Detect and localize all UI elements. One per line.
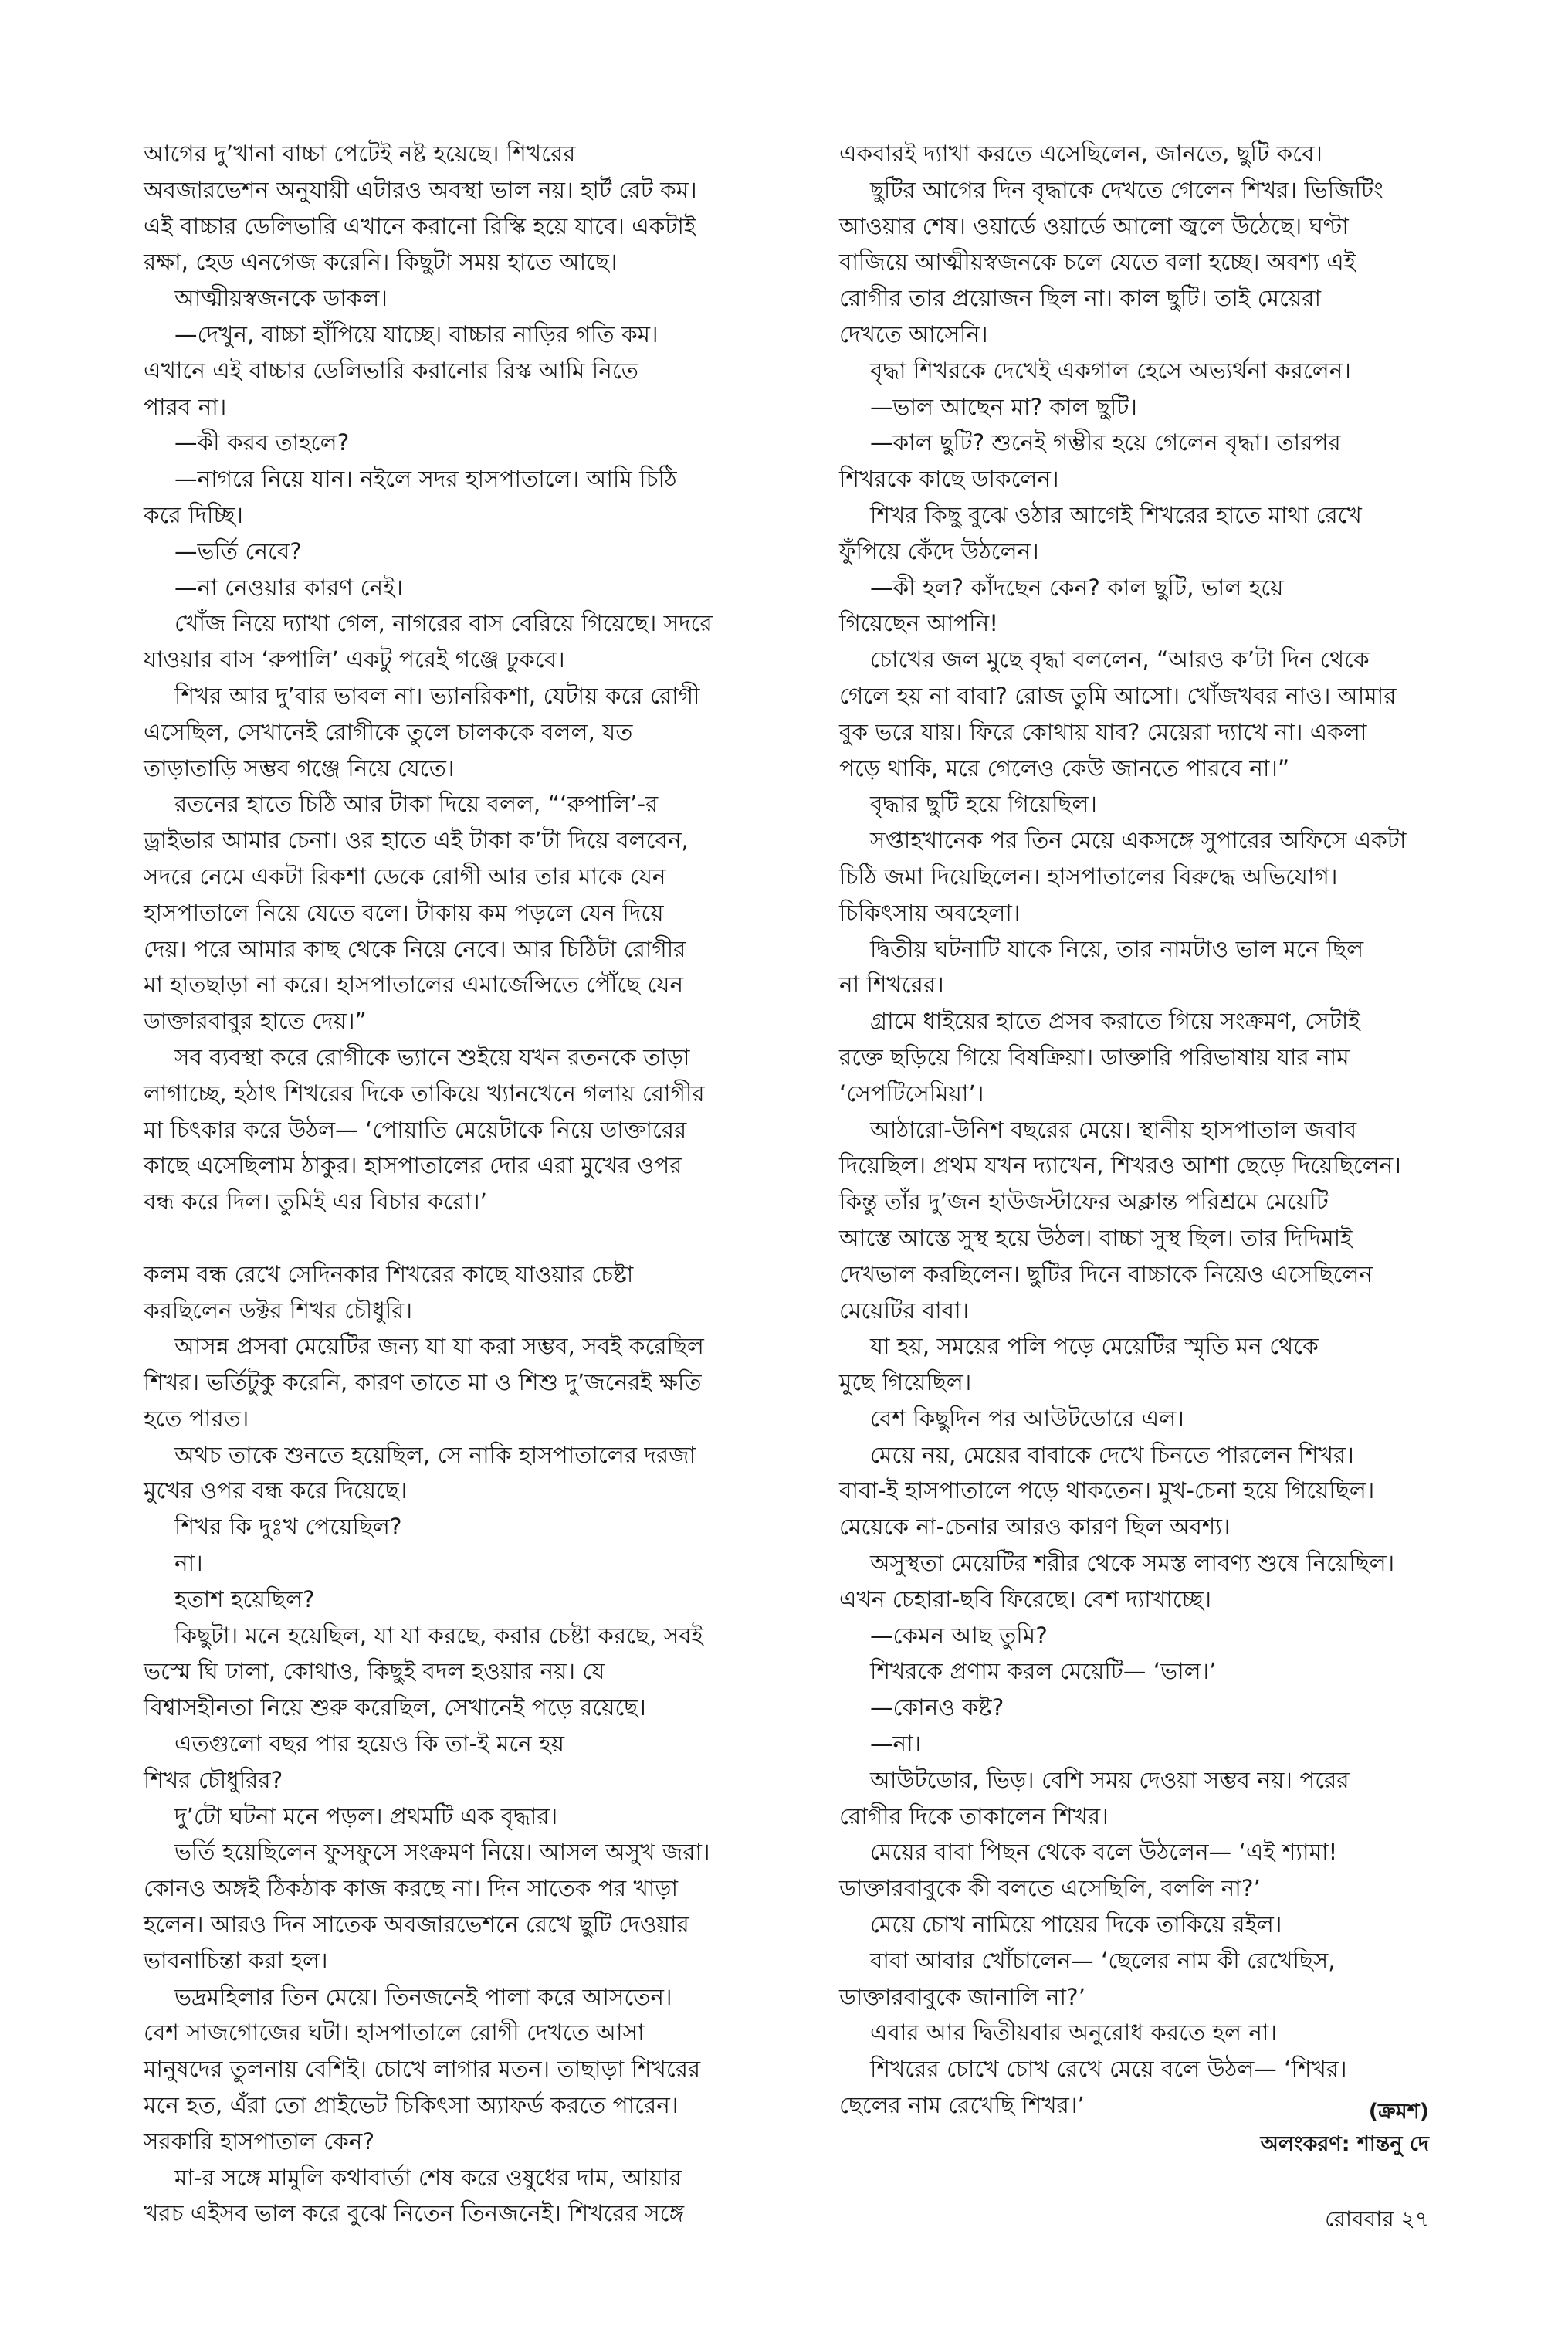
text-line: ডাক্তারবাবুকে কী বলতে এসেছিলি, বললি না?’ xyxy=(839,1875,1261,1902)
text-line: কোনও অঙ্গই ঠিকঠাক কাজ করছে না। দিন সাতেক পর খাড়া xyxy=(144,1875,679,1902)
text-line: শিখরকে প্রণাম করল মেয়েটি— ‘ভাল।’ xyxy=(870,1658,1217,1685)
text-line: —না। xyxy=(870,1731,922,1758)
text-line: এসেছিল, সেখানেই রোগীকে তুলে চালককে বলল, যত xyxy=(144,718,633,745)
text-line: যাওয়ার বাস ‘রুপালি’ একটু পরেই গঞ্জে ঢুকবে। xyxy=(144,646,565,673)
text-line: অবজারভেশন অনুযায়ী এটারও অবস্থা ভাল নয়। হার্ট রেট কম। xyxy=(144,176,697,203)
text-line: কাছে এসেছিলাম ঠাকুর। হাসপাতালের দোর এরা মুখের ওপর xyxy=(144,1152,682,1179)
text-line: একবারই দ্যাখা করতে এসেছিলেন, জানতে, ছুটি কবে। xyxy=(839,141,1322,167)
text-line: ডাক্তারবাবুর হাতে দেয়।” xyxy=(144,1008,367,1035)
text-line: যা হয়, সময়ের পলি পড়ে মেয়েটির স্মৃতি মন থেকে xyxy=(870,1333,1319,1360)
text-line: তাড়াতাড়ি সম্ভব গঞ্জে নিয়ে যেতে। xyxy=(144,754,455,782)
text-line: মানুষদের তুলনায় বেশিই। চোখে লাগার মতন। তাছাড়া শিখরের xyxy=(144,2056,701,2083)
text-line: বেশ কিছুদিন পর আউটডোরে এল। xyxy=(870,1405,1184,1432)
text-line: হতে পারত। xyxy=(144,1405,249,1432)
illustration-credit: অলংকরণ: শান্তনু দে xyxy=(1260,2132,1429,2156)
text-line: গেলে হয় না বাবা? রোজ তুমি আসো। খোঁজখবর নাও। আমার xyxy=(839,682,1397,709)
text-line: —দেখুন, বাচ্চা হাঁপিয়ে যাচ্ছে। বাচ্চার নাড়ির গতি কম। xyxy=(174,320,659,348)
text-line: দেয়। পরে আমার কাছ থেকে নিয়ে নেবে। আর চিঠিটা রোগীর xyxy=(144,935,686,962)
text-line: আওয়ার শেষ। ওয়ার্ডে ওয়ার্ডে আলো জ্বলে উঠেছে। ঘণ্টা xyxy=(839,212,1349,239)
text-line: —ভাল আছেন মা? কাল ছুটি। xyxy=(870,393,1137,420)
text-line: —কেমন আছ তুমি? xyxy=(870,1622,1048,1649)
left-text-column xyxy=(144,136,792,2232)
text-line: না শিখরের। xyxy=(839,971,944,999)
text-line: বাবা আবার খোঁচালেন— ‘ছেলের নাম কী রেখেছিস, xyxy=(870,1947,1336,1974)
text-line: আস্তে আস্তে সুস্থ হয়ে উঠল। বাচ্চা সুস্থ ছিল। তার দিদিমাই xyxy=(839,1224,1353,1251)
page-folio: রোববার ২৭ xyxy=(1325,2206,1429,2232)
text-line: করছিলেন ডক্টর শিখর চৌধুরি। xyxy=(144,1297,413,1324)
text-line: রোগীর তার প্রয়োজন ছিল না। কাল ছুটি। তাই মেয়েরা xyxy=(839,285,1322,312)
text-line: রক্তে ছড়িয়ে গিয়ে বিষক্রিয়া। ডাক্তারি পরিভাষায় যার নাম xyxy=(839,1043,1350,1070)
text-line: এই বাচ্চার ডেলিভারি এখানে করানো রিস্কি হয়ে যাবে। একটাই xyxy=(144,212,696,239)
text-line: কলম বন্ধ রেখে সেদিনকার শিখরের কাছে যাওয়ার চেষ্টা xyxy=(144,1260,634,1287)
text-line: সরকারি হাসপাতাল কেন? xyxy=(144,2128,374,2155)
text-line: ছুটির আগের দিন বৃদ্ধাকে দেখতে গেলেন শিখর। ভিজিটিং xyxy=(870,176,1383,203)
text-line: —কাল ছুটি? শুনেই গম্ভীর হয়ে গেলেন বৃদ্ধা। তারপর xyxy=(870,429,1341,456)
text-line: না। xyxy=(174,1550,203,1577)
text-line: —নাগরে নিয়ে যান। নইলে সদর হাসপাতালে। আমি চিঠি xyxy=(174,466,677,493)
text-line: সব ব্যবস্থা করে রোগীকে ভ্যানে শুইয়ে যখন রতনকে তাড়া xyxy=(174,1043,690,1070)
text-line: আগের দু’খানা বাচ্চা পেটেই নষ্ট হয়েছে। শিখরের xyxy=(144,141,576,167)
text-line: বাজিয়ে আত্মীয়স্বজনকে চলে যেতে বলা হচ্ছে। অবশ্য এই xyxy=(839,249,1356,276)
text-line: আসন্ন প্রসবা মেয়েটির জন্য যা যা করা সম্ভব, সবই করেছিল xyxy=(174,1333,704,1360)
text-line: —কোনও কষ্ট? xyxy=(870,1694,1004,1721)
text-line: বৃদ্ধার ছুটি হয়ে গিয়েছিল। xyxy=(870,791,1097,818)
text-line: মনে হত, এঁরা তো প্রাইভেট চিকিৎসা অ্যাফর্ড করতে পারেন। xyxy=(144,2092,679,2119)
text-line: চিকিৎসায় অবহেলা। xyxy=(839,899,1021,926)
text-line: হতাশ হয়েছিল? xyxy=(174,1585,315,1612)
text-line: দ্বিতীয় ঘটনাটি যাকে নিয়ে, তার নামটাও ভাল মনে ছিল xyxy=(870,935,1364,962)
text-line: শিখরের চোখে চোখ রেখে মেয়ে বলে উঠল— ‘শিখর। xyxy=(870,2056,1347,2083)
text-line: এখন চেহারা-ছবি ফিরেছে। বেশ দ্যাখাচ্ছে। xyxy=(839,1585,1212,1612)
text-line: ডাক্তারবাবুকে জানালি না?’ xyxy=(839,1983,1086,2010)
text-line: ভস্মে ঘি ঢালা, কোথাও, কিছুই বদল হওয়ার নয়। যে xyxy=(144,1658,605,1685)
text-line: কিন্তু তাঁর দু’জন হাউজস্টাফের অক্লান্ত পরিশ্রমে মেয়েটি xyxy=(839,1188,1329,1216)
text-line: মেয়েটির বাবা। xyxy=(839,1297,970,1324)
text-line: মেয়ের বাবা পিছন থেকে বলে উঠলেন— ‘এই শ্যামা! xyxy=(870,1839,1338,1866)
text-line: চোখের জল মুছে বৃদ্ধা বললেন, “আরও ক’টা দিন থেকে xyxy=(870,646,1370,673)
text-line: গ্রামে ধাইয়ের হাতে প্রসব করাতে গিয়ে সংক্রমণ, সেটাই xyxy=(870,1008,1360,1035)
text-line: খরচ এইসব ভাল করে বুঝে নিতেন তিনজনেই। শিখরের সঙ্গে xyxy=(144,2200,685,2227)
text-line: ভদ্রমহিলার তিন মেয়ে। তিনজনেই পালা করে আসতেন। xyxy=(174,1983,672,2010)
text-line: মেয়ে নয়, মেয়ের বাবাকে দেখে চিনতে পারলেন শিখর। xyxy=(870,1441,1354,1468)
text-line: এবার আর দ্বিতীয়বার অনুরোধ করতে হল না। xyxy=(870,2019,1278,2046)
text-line: চিঠি জমা দিয়েছিলেন। হাসপাতালের বিরুদ্ধে অভিযোগ। xyxy=(839,863,1338,890)
text-line: বাবা-ই হাসপাতালে পড়ে থাকতেন। মুখ-চেনা হয়ে গিয়েছিল। xyxy=(839,1477,1375,1504)
text-line: ‘সেপটিসেমিয়া’। xyxy=(839,1080,984,1107)
text-line: আউটডোর, ভিড়। বেশি সময় দেওয়া সম্ভব নয়। পরের xyxy=(870,1766,1350,1793)
text-line: ফুঁপিয়ে কেঁদে উঠলেন। xyxy=(839,537,1039,565)
text-line: রতনের হাতে চিঠি আর টাকা দিয়ে বলল, “‘রুপালি’-র xyxy=(174,791,659,818)
text-line: হলেন। আরও দিন সাতেক অবজারভেশনে রেখে ছুটি দেওয়ার xyxy=(144,1911,689,1938)
text-line: ছেলের নাম রেখেছি শিখর।’ xyxy=(839,2092,1085,2119)
text-line: শিখরকে কাছে ডাকলেন। xyxy=(839,466,1059,493)
text-line: দেখভাল করছিলেন। ছুটির দিনে বাচ্চাকে নিয়েও এসেছিলেন xyxy=(839,1260,1373,1287)
text-line: শিখর। ভর্তিটুকু করেনি, কারণ তাতে মা ও শিশু দু’জনেরই ক্ষতি xyxy=(144,1369,702,1396)
text-line: অথচ তাকে শুনতে হয়েছিল, সে নাকি হাসপাতালের দরজা xyxy=(174,1441,696,1468)
text-line: বৃদ্ধা শিখরকে দেখেই একগাল হেসে অভ্যর্থনা করলেন। xyxy=(870,357,1351,384)
text-line: গিয়েছেন আপনি! xyxy=(839,610,999,637)
continued-marker: (ক্রমশ) xyxy=(1368,2100,1429,2124)
text-line: মা-র সঙ্গে মামুলি কথাবার্তা শেষ করে ওষুধের দাম, আয়ার xyxy=(174,2164,682,2191)
text-line: হাসপাতালে নিয়ে যেতে বলে। টাকায় কম পড়লে যেন দিয়ে xyxy=(144,899,664,926)
text-line: মুছে গিয়েছিল। xyxy=(839,1369,972,1396)
text-line: বুক ভরে যায়। ফিরে কোথায় যাব? মেয়েরা দ্যাখে না। একলা xyxy=(839,718,1367,745)
text-line: অসুস্থতা মেয়েটির শরীর থেকে সমস্ত লাবণ্য শুষে নিয়েছিল। xyxy=(870,1550,1395,1577)
text-line: ড্রাইভার আমার চেনা। ওর হাতে এই টাকা ক’টা দিয়ে বলবেন, xyxy=(144,827,689,854)
text-line: সদরে নেমে একটা রিকশা ডেকে রোগী আর তার মাকে যেন xyxy=(144,863,666,890)
text-line: মেয়েকে না-চেনার আরও কারণ ছিল অবশ্য। xyxy=(839,1514,1231,1541)
right-text-column xyxy=(839,136,1488,2124)
text-line: আঠারো-উনিশ বছরের মেয়ে। স্থানীয় হাসপাতাল জবাব xyxy=(870,1116,1357,1143)
text-line: সপ্তাহখানেক পর তিন মেয়ে একসঙ্গে সুপারের অফিসে একটা xyxy=(870,827,1407,854)
text-line: দেখতে আসেনি। xyxy=(839,320,988,348)
text-line: —কী হল? কাঁদছেন কেন? কাল ছুটি, ভাল হয়ে xyxy=(870,574,1284,601)
text-line: খোঁজ নিয়ে দ্যাখা গেল, নাগরের বাস বেরিয়ে গিয়েছে। সদরে xyxy=(174,610,713,637)
text-line: —কী করব তাহলে? xyxy=(174,429,350,456)
text-line: আত্মীয়স্বজনকে ডাকল। xyxy=(174,285,388,312)
text-line: ভর্তি হয়েছিলেন ফুসফুসে সংক্রমণ নিয়ে। আসল অসুখ জরা। xyxy=(174,1839,710,1866)
text-line: শিখর কি দুঃখ পেয়েছিল? xyxy=(174,1514,402,1541)
text-line: —ভর্তি নেবে? xyxy=(174,537,302,565)
text-line: মেয়ে চোখ নামিয়ে পায়ের দিকে তাকিয়ে রইল। xyxy=(870,1911,1282,1938)
text-line: এখানে এই বাচ্চার ডেলিভারি করানোর রিস্ক আমি নিতে xyxy=(144,357,638,384)
text-line: এতগুলো বছর পার হয়েও কি তা-ই মনে হয় xyxy=(174,1731,565,1758)
text-line: রক্ষা, হেড এনগেজ করেনি। কিছুটা সময় হাতে আছে। xyxy=(144,249,618,276)
text-line: শিখর কিছু বুঝে ওঠার আগেই শিখরের হাতে মাথা রেখে xyxy=(870,501,1362,528)
text-line: মুখের ওপর বন্ধ করে দিয়েছে। xyxy=(144,1477,408,1504)
text-line: পড়ে থাকি, মরে গেলেও কেউ জানতে পারবে না।” xyxy=(839,754,1290,782)
text-line: —না নেওয়ার কারণ নেই। xyxy=(174,574,403,601)
text-line: দু’টো ঘটনা মনে পড়ল। প্রথমটি এক বৃদ্ধার। xyxy=(174,1802,558,1829)
section-break xyxy=(144,1220,792,1256)
text-line: ভাবনাচিন্তা করা হল। xyxy=(144,1947,328,1974)
text-line: শিখর আর দু’বার ভাবল না। ভ্যানরিকশা, যেটায় করে রোগী xyxy=(174,682,700,709)
text-line: বেশ সাজগোজের ঘটা। হাসপাতালে রোগী দেখতে আসা xyxy=(144,2019,645,2046)
text-line: পারব না। xyxy=(144,393,227,420)
text-line: শিখর চৌধুরির? xyxy=(144,1766,283,1793)
text-line: মা হাতছাড়া না করে। হাসপাতালের এমার্জেন্সিতে পৌঁছে যেন xyxy=(144,971,684,999)
text-line: দিয়েছিল। প্রথম যখন দ্যাখেন, শিখরও আশা ছেড়ে দিয়েছিলেন। xyxy=(839,1152,1401,1179)
text-line: লাগাচ্ছে, হঠাৎ শিখরের দিকে তাকিয়ে খ্যানখেনে গলায় রোগীর xyxy=(144,1080,705,1107)
text-line: বন্ধ করে দিল। তুমিই এর বিচার করো।’ xyxy=(144,1188,487,1216)
text-line: রোগীর দিকে তাকালেন শিখর। xyxy=(839,1802,1109,1829)
text-line: বিশ্বাসহীনতা নিয়ে শুরু করেছিল, সেখানেই পড়ে রয়েছে। xyxy=(144,1694,646,1721)
text-line: কিছুটা। মনে হয়েছিল, যা যা করছে, করার চেষ্টা করছে, সবই xyxy=(174,1622,703,1649)
text-line: করে দিচ্ছি। xyxy=(144,501,243,528)
text-line: মা চিৎকার করে উঠল— ‘পোয়াতি মেয়েটাকে নিয়ে ডাক্তারের xyxy=(144,1116,687,1143)
